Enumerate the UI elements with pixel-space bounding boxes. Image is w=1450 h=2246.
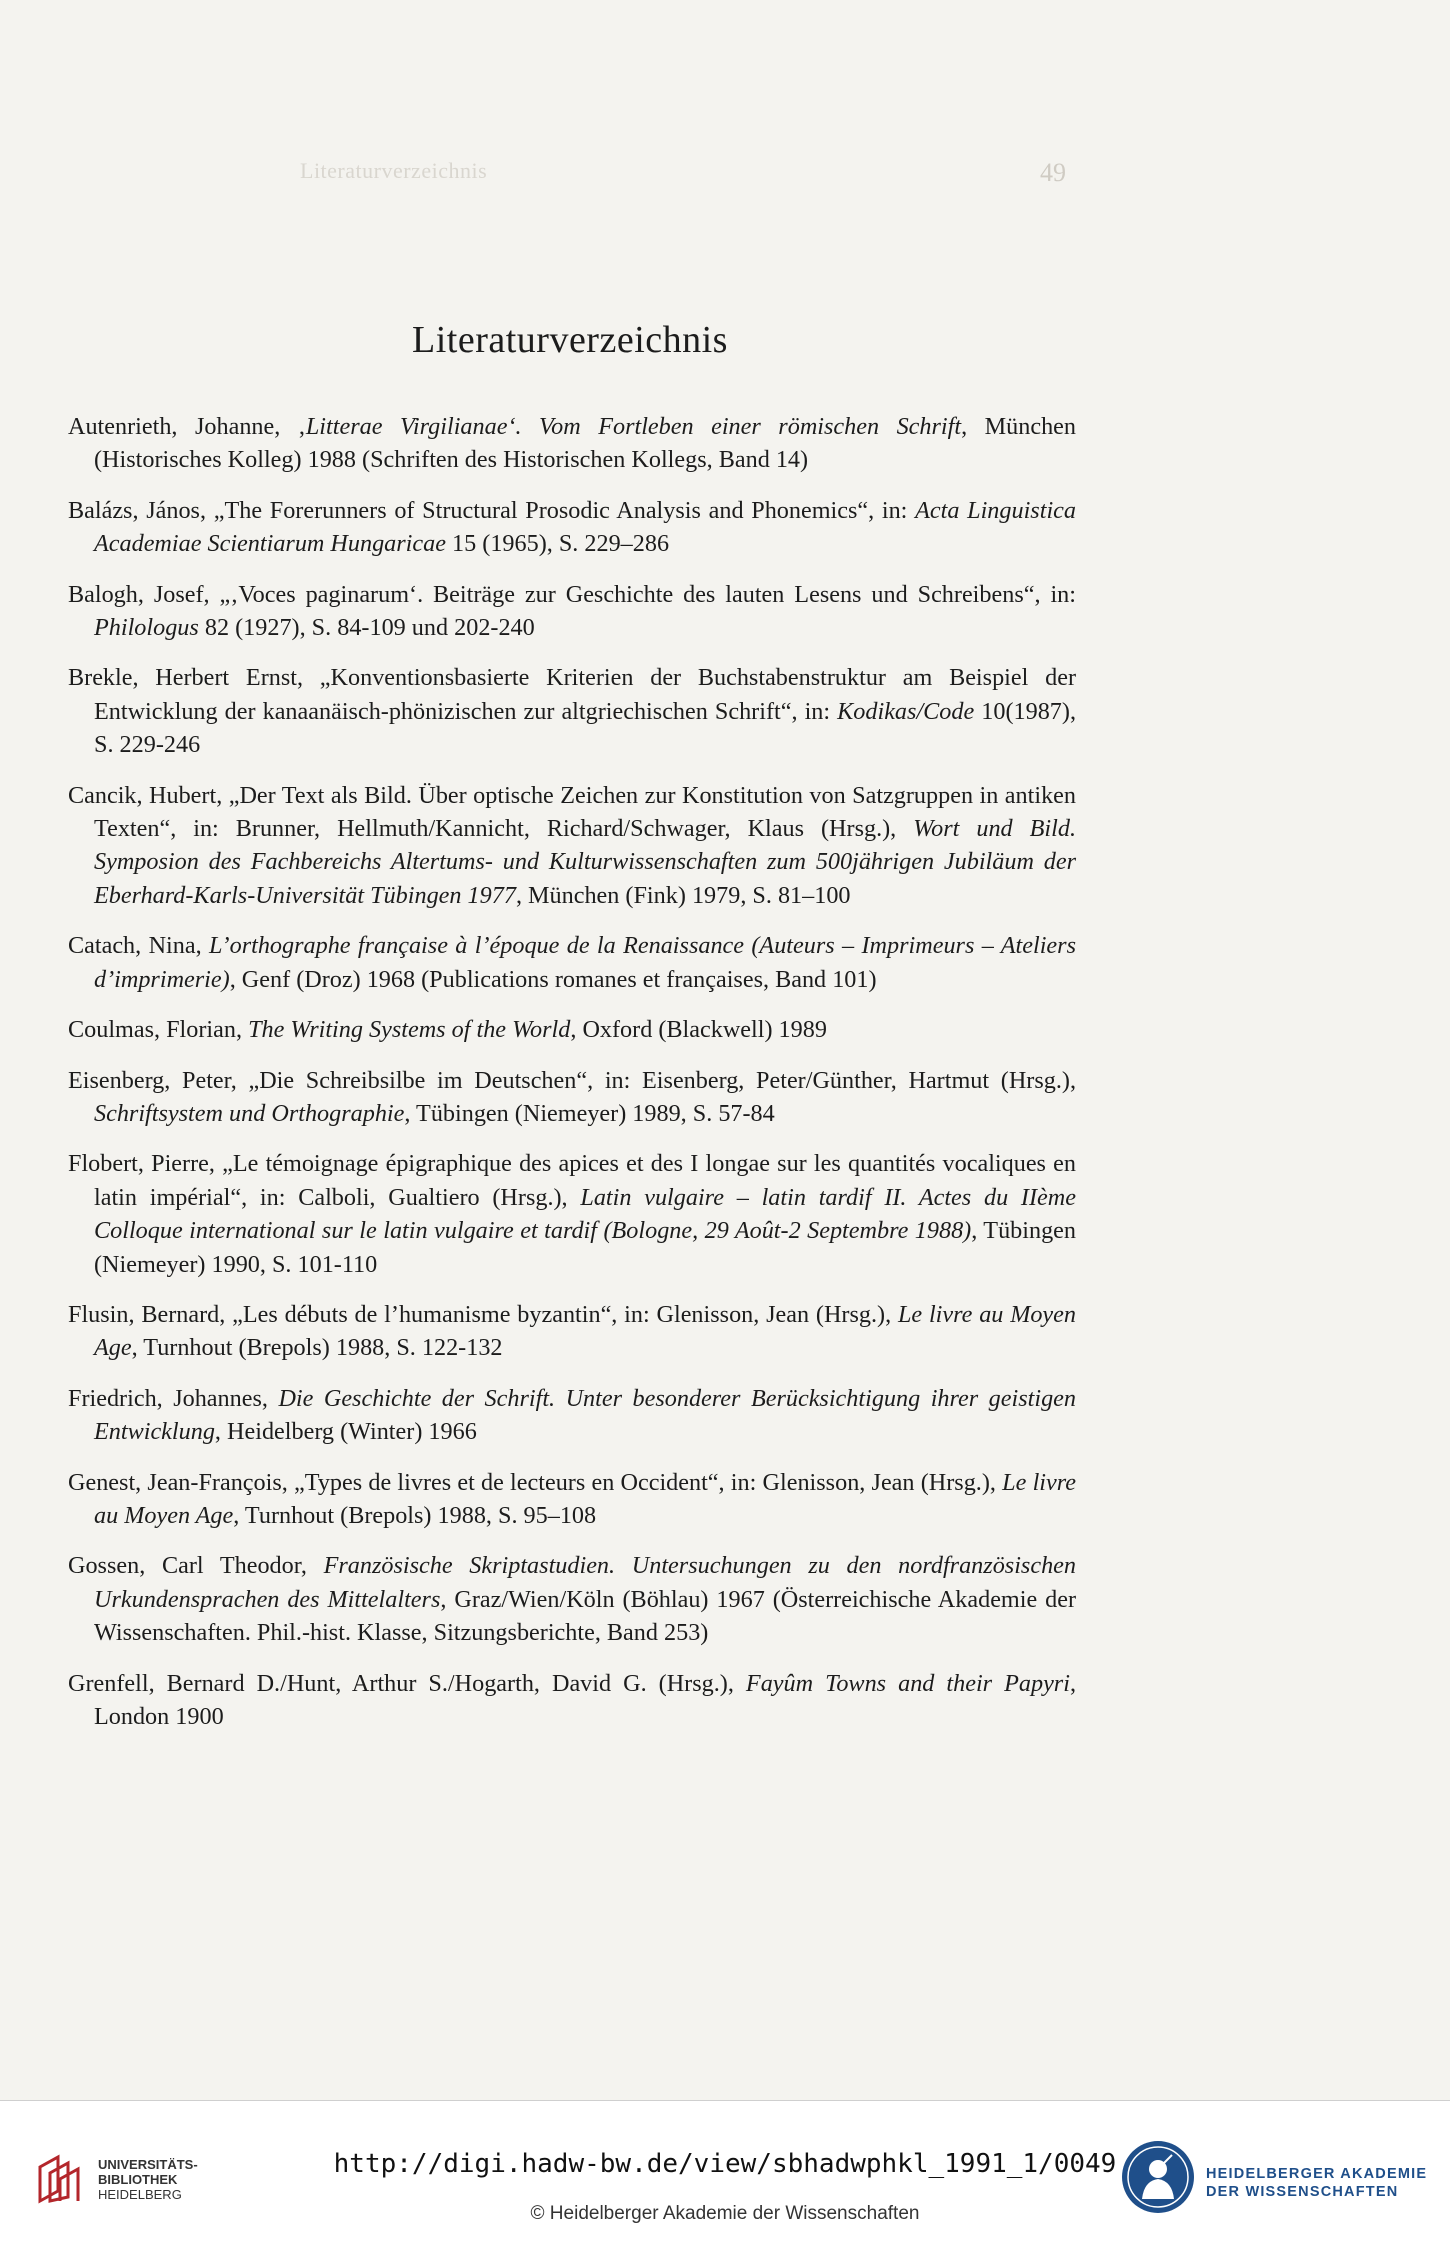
reference-text: , München (Historisches Kolleg) 1988 (Schriften des Historischen Kollegs, Band 14) — [94, 413, 1077, 474]
reference-entry — [68, 1667, 1076, 1734]
reference-entry — [68, 661, 1076, 761]
reference-text: , Graz/Wien/Köln (Böhlau) 1967 (Österreichische Akademie der Wissenschaften. Phil.-hist. Klasse, Sitzungsberichte, Band 253) — [94, 1585, 1077, 1647]
reference-title: Französische Skriptastudien. Untersuchungen zu den nordfranzösischen Urkundensprachen des Mittelalters — [94, 1552, 1076, 1613]
reference-text: , Heidelberg (Winter) 1966 — [214, 1418, 477, 1446]
reference-text: , München (Fink) 1979, S. 81–100 — [515, 881, 851, 909]
footer-bar — [0, 2100, 1450, 2246]
reference-text: Eisenberg, Peter, „Die Schreibsilbe im Deutschen“, in: Eisenberg, Peter/Günther, Hartmut (Hrsg.), — [68, 1066, 1076, 1094]
ub-line-1: UNIVERSITÄTS- — [98, 2157, 198, 2172]
reference-entry — [68, 779, 1076, 913]
reference-text: Gossen, Carl Theodor, — [68, 1552, 324, 1580]
reference-entry — [68, 1549, 1076, 1649]
reference-entry — [68, 1013, 1076, 1046]
reference-text: , Oxford (Blackwell) 1989 — [570, 1016, 827, 1044]
reference-title: Schriftsystem und Orthographie — [94, 1099, 405, 1127]
academy-label — [1206, 2165, 1427, 2201]
reference-text: Coulmas, Florian, — [68, 1016, 249, 1044]
academy-line-2: DER WISSENSCHAFTEN — [1206, 2184, 1399, 2200]
reference-text: Autenrieth, Johanne, ‚ — [68, 413, 306, 440]
reference-entry — [68, 410, 1076, 477]
reference-title: Wort und Bild. Symposion des Fachbereichs Altertums- und Kulturwissenschaften zum 500jährigen Jubiläum der Eberhard-Karls-Universität Tübingen 1977 — [94, 815, 1076, 909]
reference-text: Friedrich, Johannes, — [68, 1384, 279, 1412]
reference-text: Flobert, Pierre, „Le témoignage épigraphique des apices et des I longae sur les quantités vocaliques en latin impérial“, in: Calboli, Gualtiero (Hrsg.), — [68, 1150, 1076, 1211]
reference-text: , Turnhout (Brepols) 1988, S. 122-132 — [131, 1334, 503, 1362]
reference-text: , Tübingen (Niemeyer) 1990, S. 101-110 — [94, 1217, 1076, 1278]
reference-entry — [68, 1147, 1076, 1281]
bleed-through-header: Literaturverzeichnis — [300, 158, 488, 183]
reference-entry — [68, 578, 1076, 645]
reference-text: Balázs, János, „The Forerunners of Structural Prosodic Analysis and Phonemics“, in: — [68, 496, 916, 524]
reference-entry — [68, 929, 1076, 996]
reference-entry — [68, 494, 1076, 561]
reference-title: Kodikas/Code — [837, 697, 975, 725]
reference-text: Brekle, Herbert Ernst, „Konventionsbasierte Kriterien der Buchstabenstruktur am Beispiel der Entwicklung der kanaanäisch-phönizischen zur altgriechischen Schrift“, in: — [68, 664, 1076, 725]
reference-text: Genest, Jean-François, „Types de livres et de lecteurs en Occident“, in: Glenisson, Jean (Hrsg.), — [68, 1468, 1003, 1496]
reference-title: The Writing Systems of the World — [248, 1016, 571, 1044]
bleed-through-page-number: 49 — [1040, 158, 1066, 187]
reference-text: 82 (1927), S. 84-109 und 202-240 — [198, 614, 535, 642]
reference-title: Die Geschichte der Schrift. Unter besonderer Berücksichtigung ihrer geistigen Entwicklung — [94, 1384, 1077, 1446]
academy-line-1: HEIDELBERGER AKADEMIE — [1206, 2166, 1428, 2182]
academy-seal-icon — [1120, 2139, 1196, 2215]
copyright-notice: © Heidelberger Akademie der Wissenschaften — [530, 2203, 920, 2224]
reference-text: Cancik, Hubert, „Der Text als Bild. Über optische Zeichen zur Konstitution von Satzgruppen in antiken Texten“, in: Brunner, Hellmuth/Kannicht, Richard/Schwager, Klaus (Hrsg.), — [68, 781, 1076, 843]
reference-text: , London 1900 — [94, 1669, 1076, 1730]
reference-text: , Turnhout (Brepols) 1988, S. 95–108 — [233, 1501, 597, 1529]
reference-title: Acta Linguistica Academiae Scientiarum Hungaricae — [94, 496, 1076, 558]
reference-list — [68, 410, 1076, 1750]
reference-text: 10(1987), S. 229-246 — [94, 697, 1076, 759]
document-url-link[interactable]: http://digi.hadw-bw.de/view/sbhadwphkl_1991_1/0049 — [333, 2149, 1117, 2179]
ub-line-2: BIBLIOTHEK — [98, 2172, 178, 2187]
reference-title: Le livre au Moyen Age — [94, 1300, 1076, 1362]
reference-title: Fayûm Towns and their Papyri — [745, 1669, 1070, 1697]
reference-title: Le livre au Moyen Age — [94, 1468, 1076, 1529]
reference-title: Litterae Virgilianae‘. Vom Fortleben einer römischen Schrift — [305, 413, 962, 440]
reference-entry — [68, 1298, 1076, 1365]
reference-text: Flusin, Bernard, „Les débuts de l’humanisme byzantin“, in: Glenisson, Jean (Hrsg.), — [68, 1300, 898, 1328]
reference-text: , Genf (Droz) 1968 (Publications romanes et françaises, Band 101) — [229, 965, 877, 993]
reference-text: Grenfell, Bernard D./Hunt, Arthur S./Hogarth, David G. (Hrsg.), — [68, 1669, 746, 1697]
reference-title: Philologus — [94, 614, 199, 642]
reference-text: 15 (1965), S. 229–286 — [445, 530, 670, 558]
reference-text: , Tübingen (Niemeyer) 1989, S. 57-84 — [404, 1099, 775, 1127]
reference-text: Balogh, Josef, „‚Voces paginarum‘. Beiträge zur Geschichte des lauten Lesens und Schreibens“, in: — [68, 580, 1076, 608]
reference-title: Latin vulgaire – latin tardif II. Actes du IIème Colloque international sur le latin vulgaire et tardif (Bologne, 29 Août-2 Septembre 1988) — [94, 1183, 1076, 1245]
page-title: Literaturverzeichnis — [412, 319, 728, 361]
reference-text: Catach, Nina, — [68, 932, 209, 960]
reference-title: L’orthographe française à l’époque de la Renaissance (Auteurs – Imprimeurs – Ateliers d’imprimerie) — [94, 932, 1076, 993]
reference-entry — [68, 1064, 1076, 1131]
reference-entry — [68, 1466, 1076, 1533]
reference-entry — [68, 1382, 1076, 1449]
ub-line-3: HEIDELBERG — [98, 2187, 182, 2202]
